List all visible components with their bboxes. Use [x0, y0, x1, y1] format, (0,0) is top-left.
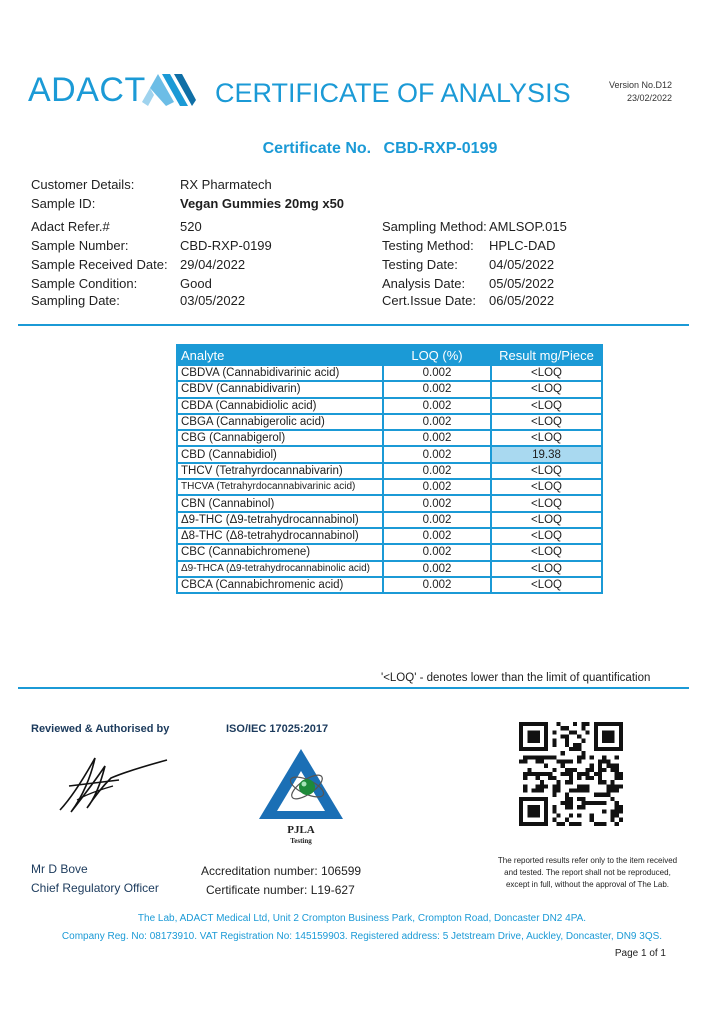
table-row: [177, 398, 602, 414]
testing-method-value: HPLC-DAD: [489, 238, 556, 253]
ref-value: 520: [180, 219, 202, 234]
table-row: [177, 544, 602, 560]
table-row: [177, 381, 602, 397]
disclaimer-line-1: The reported results refer only to the item received: [497, 856, 678, 865]
result-cell: <LOQ: [491, 463, 602, 479]
result-cell: <LOQ: [491, 430, 602, 446]
version-number: Version No.D12: [608, 80, 672, 90]
condition-label: Sample Condition:: [31, 276, 138, 291]
analyte-cell: CBDV (Cannabidivarin): [177, 381, 383, 397]
address-line-1: The Lab, ADACT Medical Ltd, Unit 2 Crompton Business Park, Crompton Road, Doncaster DN2 4PA.: [137, 913, 587, 924]
analyte-cell: CBCA (Cannabichromenic acid): [177, 577, 383, 593]
loq-cell: 0.002: [383, 512, 491, 528]
issue-date-label: Cert.Issue Date:: [382, 293, 476, 308]
certificate-label: Certificate No.: [262, 140, 372, 157]
accreditation-block: [201, 862, 361, 900]
analyte-cell: CBGA (Cannabigerolic acid): [177, 414, 383, 430]
result-cell: <LOQ: [491, 512, 602, 528]
results-table: [176, 344, 603, 594]
table-row: [177, 495, 602, 511]
result-cell: <LOQ: [491, 479, 602, 495]
customer-label: Customer Details:: [31, 177, 135, 192]
adact-logo-icon: [140, 72, 198, 110]
table-header-row: [177, 345, 602, 365]
reviewed-label: Reviewed & Authorised by: [31, 723, 170, 735]
loq-cell: 0.002: [383, 365, 491, 381]
result-cell: <LOQ: [491, 365, 602, 381]
qr-code-icon: [519, 722, 623, 826]
table-row: [177, 365, 602, 381]
testing-date-label: Testing Date:: [382, 257, 458, 272]
iso-label: ISO/IEC 17025:2017: [226, 723, 329, 735]
sampling-method-label: Sampling Method:: [382, 219, 487, 234]
loq-footnote: '<LOQ' - denotes lower than the limit of quantification: [381, 672, 651, 684]
pjla-text: PJLA: [287, 824, 315, 836]
result-cell: <LOQ: [491, 398, 602, 414]
loq-cell: 0.002: [383, 414, 491, 430]
loq-cell: 0.002: [383, 381, 491, 397]
results-body: [177, 365, 602, 593]
received-date-label: Sample Received Date:: [31, 257, 168, 272]
table-row: [177, 512, 602, 528]
analyte-cell: CBD (Cannabidiol): [177, 446, 383, 462]
table-row: [177, 561, 602, 577]
disclaimer-line-2: and tested. The report shall not be reproduced,: [504, 868, 671, 877]
pjla-accreditation-logo-icon: [255, 745, 347, 845]
sampling-method-value: AMLSOP.015: [489, 219, 567, 234]
certificate-number-footer: Certificate number: L19-627: [206, 883, 355, 897]
version-info: [609, 79, 672, 105]
loq-cell: 0.002: [383, 479, 491, 495]
divider-bottom: [18, 687, 689, 689]
result-cell: <LOQ: [491, 528, 602, 544]
analysis-date-label: Analysis Date:: [382, 276, 466, 291]
document-title: CERTIFICATE OF ANALYSIS: [215, 78, 571, 108]
loq-cell: 0.002: [383, 463, 491, 479]
header-analyte: Analyte: [177, 345, 383, 365]
sample-details: [0, 175, 724, 315]
header-result: Result mg/Piece: [491, 345, 602, 365]
table-row: [177, 430, 602, 446]
table-row: [177, 577, 602, 593]
divider-top: [18, 324, 689, 326]
received-date-value: 29/04/2022: [180, 257, 246, 272]
disclaimer-line-3: except in full, without the approval of The Lab.: [505, 880, 670, 889]
condition-value: Good: [180, 276, 212, 291]
table-row: [177, 414, 602, 430]
result-cell: <LOQ: [491, 495, 602, 511]
sampling-date-value: 03/05/2022: [180, 293, 246, 308]
result-cell: <LOQ: [491, 544, 602, 560]
analyte-cell: CBC (Cannabichromene): [177, 544, 383, 560]
loq-cell: 0.002: [383, 398, 491, 414]
loq-cell: 0.002: [383, 528, 491, 544]
customer-value: RX Pharmatech: [180, 177, 272, 192]
accreditation-number: Accreditation number: 106599: [201, 864, 362, 878]
pjla-sub: Testing: [290, 837, 312, 845]
table-row: [177, 446, 602, 462]
loq-cell: 0.002: [383, 446, 491, 462]
analysis-date-value: 05/05/2022: [489, 276, 555, 291]
sample-id-value: Vegan Gummies 20mg x50: [180, 196, 345, 211]
header-loq: LOQ (%): [383, 345, 491, 365]
sample-id-label: Sample ID:: [31, 196, 96, 211]
sample-number-value: CBD-RXP-0199: [180, 238, 272, 253]
address-line-2: Company Reg. No: 08173910. VAT Registration No: 145159903. Registered address: 5 Jetstream Drive, Auckley, Doncaster, DN9 3QS.: [61, 931, 663, 942]
result-cell: <LOQ: [491, 381, 602, 397]
page-number: Page 1 of 1: [614, 948, 666, 959]
analyte-cell: CBDVA (Cannabidivarinic acid): [177, 365, 383, 381]
certificate-value: CBD-RXP-0199: [383, 140, 498, 157]
analyte-cell: CBG (Cannabigerol): [177, 430, 383, 446]
issue-date-value: 06/05/2022: [489, 293, 555, 308]
analyte-cell: THCVA (Tetrahyrdocannabivarinic acid): [177, 479, 383, 495]
analyte-cell: CBDA (Cannabidiolic acid): [177, 398, 383, 414]
result-cell: <LOQ: [491, 577, 602, 593]
sampling-date-label: Sampling Date:: [31, 293, 120, 308]
loq-cell: 0.002: [383, 430, 491, 446]
signature-image: [55, 748, 170, 816]
result-cell: <LOQ: [491, 561, 602, 577]
table-row: [177, 528, 602, 544]
analyte-cell: Δ9-THCA (Δ9-tetrahydrocannabinolic acid): [177, 561, 383, 577]
certificate-number: [0, 140, 724, 158]
result-cell: 19.38: [491, 446, 602, 462]
analyte-cell: THCV (Tetrahyrdocannabivarin): [177, 463, 383, 479]
testing-method-label: Testing Method:: [382, 238, 474, 253]
disclaimer: [475, 855, 700, 891]
sample-number-label: Sample Number:: [31, 238, 129, 253]
loq-cell: 0.002: [383, 577, 491, 593]
signer-name: Mr D Bove: [31, 862, 88, 876]
analyte-cell: Δ9-THC (Δ9-tetrahydrocannabinol): [177, 512, 383, 528]
ref-label: Adact Refer.#: [31, 219, 110, 234]
loq-cell: 0.002: [383, 561, 491, 577]
loq-cell: 0.002: [383, 544, 491, 560]
result-cell: <LOQ: [491, 414, 602, 430]
analyte-cell: Δ8-THC (Δ8-tetrahydrocannabinol): [177, 528, 383, 544]
table-row: [177, 463, 602, 479]
analyte-cell: CBN (Cannabinol): [177, 495, 383, 511]
testing-date-value: 04/05/2022: [489, 257, 555, 272]
loq-cell: 0.002: [383, 495, 491, 511]
table-row: [177, 479, 602, 495]
signer-block: [31, 860, 159, 898]
version-date: 23/02/2022: [626, 93, 672, 103]
signer-title: Chief Regulatory Officer: [31, 881, 159, 895]
brand-name: ADACT: [28, 71, 146, 109]
